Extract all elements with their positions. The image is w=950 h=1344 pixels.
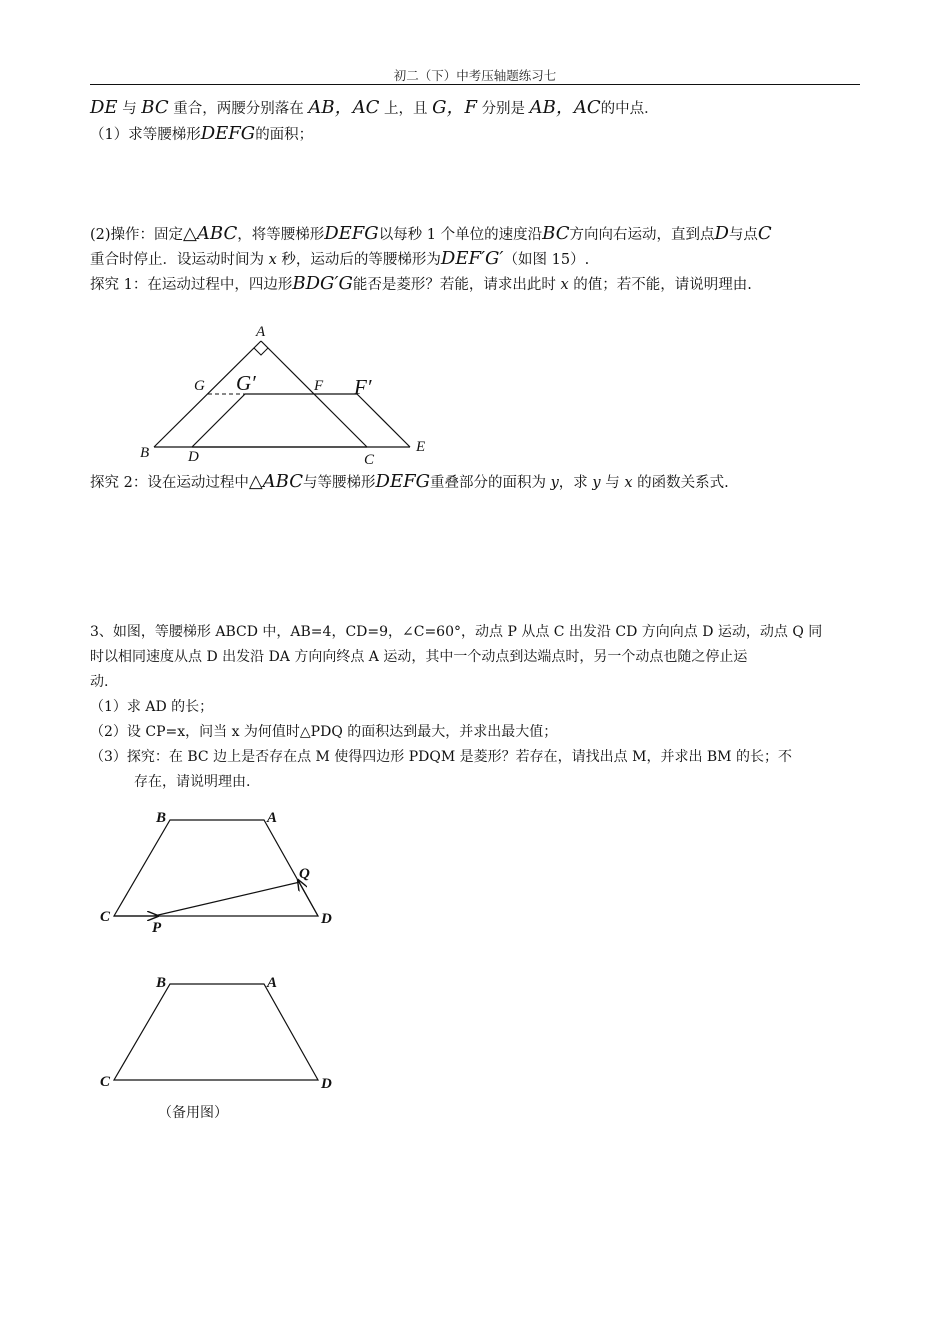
p2-explore-2 <box>90 470 865 495</box>
problem3-figure <box>96 806 346 936</box>
label-p: P <box>152 920 162 936</box>
trapezoid-abcd <box>114 984 318 1080</box>
seg-bc: BC <box>542 223 570 244</box>
triangle-abc: △ABC <box>248 471 304 492</box>
var-x: x <box>268 252 277 268</box>
text: ，将等腰梯形 <box>237 227 325 243</box>
text: 方向向右运动，直到点 <box>569 227 715 243</box>
text: 探究 2：设在运动过程中 <box>90 475 249 491</box>
trapezoid-defg: DEFG <box>375 471 430 492</box>
label-e: E <box>416 439 426 455</box>
label-d: D <box>321 1076 332 1092</box>
p3-question-1: （1）求 AD 的长； <box>90 699 214 715</box>
segment-pq <box>154 882 300 916</box>
p2-explore-1 <box>90 272 865 297</box>
p3-statement-line3: 动. <box>90 674 109 690</box>
label-g-prime: G′ <box>236 371 256 395</box>
label-b: B <box>140 445 150 461</box>
text: 重合，两腰分别落在 <box>173 101 304 117</box>
var-y: y <box>592 475 601 491</box>
label-a: A <box>267 810 278 826</box>
text: 与等腰梯形 <box>303 475 376 491</box>
spare-figure-caption: （备用图） <box>158 1105 228 1121</box>
text: 与 <box>605 475 620 491</box>
var-x: x <box>624 475 633 491</box>
text: 分别是 <box>481 101 526 117</box>
label-f: F <box>314 378 324 394</box>
text: 的面积； <box>255 127 314 143</box>
label-a: A <box>256 324 266 340</box>
text: 与点 <box>728 227 758 243</box>
label-b: B <box>156 810 167 826</box>
arrow-q <box>298 880 318 916</box>
p3-statement-line1: 3、如图，等腰梯形 ABCD 中，AB=4，CD=9，∠C=60°，动点 P 从点 C 出发沿 CD 方向向点 D 运动，动点 Q 同 <box>90 624 823 640</box>
var-y: y <box>550 475 559 491</box>
p2-question-2-line1 <box>90 222 865 247</box>
var-x: x <box>560 277 569 293</box>
point-c: C <box>757 223 772 244</box>
p2-question-2-line2 <box>90 247 865 272</box>
p3-statement-line2: 时以相同速度从点 D 出发沿 DA 方向向终点 A 运动，其中一个动点到达端点时，另一个动点也随之停止运 <box>90 649 748 665</box>
p3-question-3-line1: （3）探究：在 BC 边上是否存在点 M 使得四边形 PDQM 是菱形？若存在，请找出点 M，并求出 BM 的长；不 <box>90 749 792 765</box>
label-g: G <box>194 378 205 394</box>
trapezoid-defg: DEFG <box>324 223 379 244</box>
seg-de: DE <box>90 97 118 118</box>
points-gf: G，F <box>432 97 477 118</box>
label-b: B <box>156 975 167 991</box>
text: 秒，运动后的等腰梯形为 <box>281 252 441 268</box>
trapezoid-defg-prime-shape <box>192 394 410 447</box>
text: 的值；若不能，请说明理由. <box>573 277 752 293</box>
text: 与 <box>122 101 137 117</box>
figure-15 <box>130 318 440 468</box>
text: （1）求等腰梯形 <box>90 127 201 143</box>
trapezoid-defg: DEFG <box>200 123 256 144</box>
seg-bc: BC <box>141 97 169 118</box>
spare-figure <box>96 970 346 1095</box>
text: 探究 1：在运动过程中，四边形 <box>90 277 293 293</box>
label-a: A <box>267 975 278 991</box>
text: 重叠部分的面积为 <box>429 475 546 491</box>
text: (2)操作：固定 <box>90 227 184 243</box>
p3-question-2: （2）设 CP=x，问当 x 为何值时△PDQ 的面积达到最大，并求出最大值； <box>90 724 558 740</box>
label-c: C <box>100 1074 111 1090</box>
right-angle-mark <box>254 348 268 355</box>
trapezoid-defg-prime: DEF′G′ <box>440 248 504 269</box>
text: 的中点． <box>600 101 659 117</box>
label-q: Q <box>299 866 310 882</box>
header-rule <box>90 84 860 85</box>
label-f-prime: F′ <box>354 375 372 399</box>
text: 以每秒 1 个单位的速度沿 <box>378 227 543 243</box>
label-d: D <box>321 911 332 927</box>
text: 重合时停止．设运动时间为 <box>90 252 264 268</box>
point-d: D <box>714 223 729 244</box>
label-c: C <box>364 452 375 468</box>
p2-intro-line <box>90 96 865 121</box>
text: 能否是菱形？若能，请求出此时 <box>352 277 556 293</box>
text: 的函数关系式. <box>637 475 729 491</box>
text: （如图 15）. <box>503 252 590 268</box>
p2-question-1 <box>90 122 865 147</box>
seg-ab-ac: AB，AC <box>308 97 380 118</box>
p3-question-3-line2: 存在，请说明理由. <box>134 774 251 790</box>
triangle-abc: △ABC <box>183 223 238 244</box>
quad-bdgg: BDG′G <box>292 273 353 294</box>
label-d: D <box>188 449 199 465</box>
text: 上，且 <box>383 101 428 117</box>
page-header: 初二（下）中考压轴题练习七 <box>393 68 557 83</box>
label-c: C <box>100 909 111 925</box>
text: ，求 <box>558 475 588 491</box>
seg-ab-ac: AB，AC <box>529 97 601 118</box>
